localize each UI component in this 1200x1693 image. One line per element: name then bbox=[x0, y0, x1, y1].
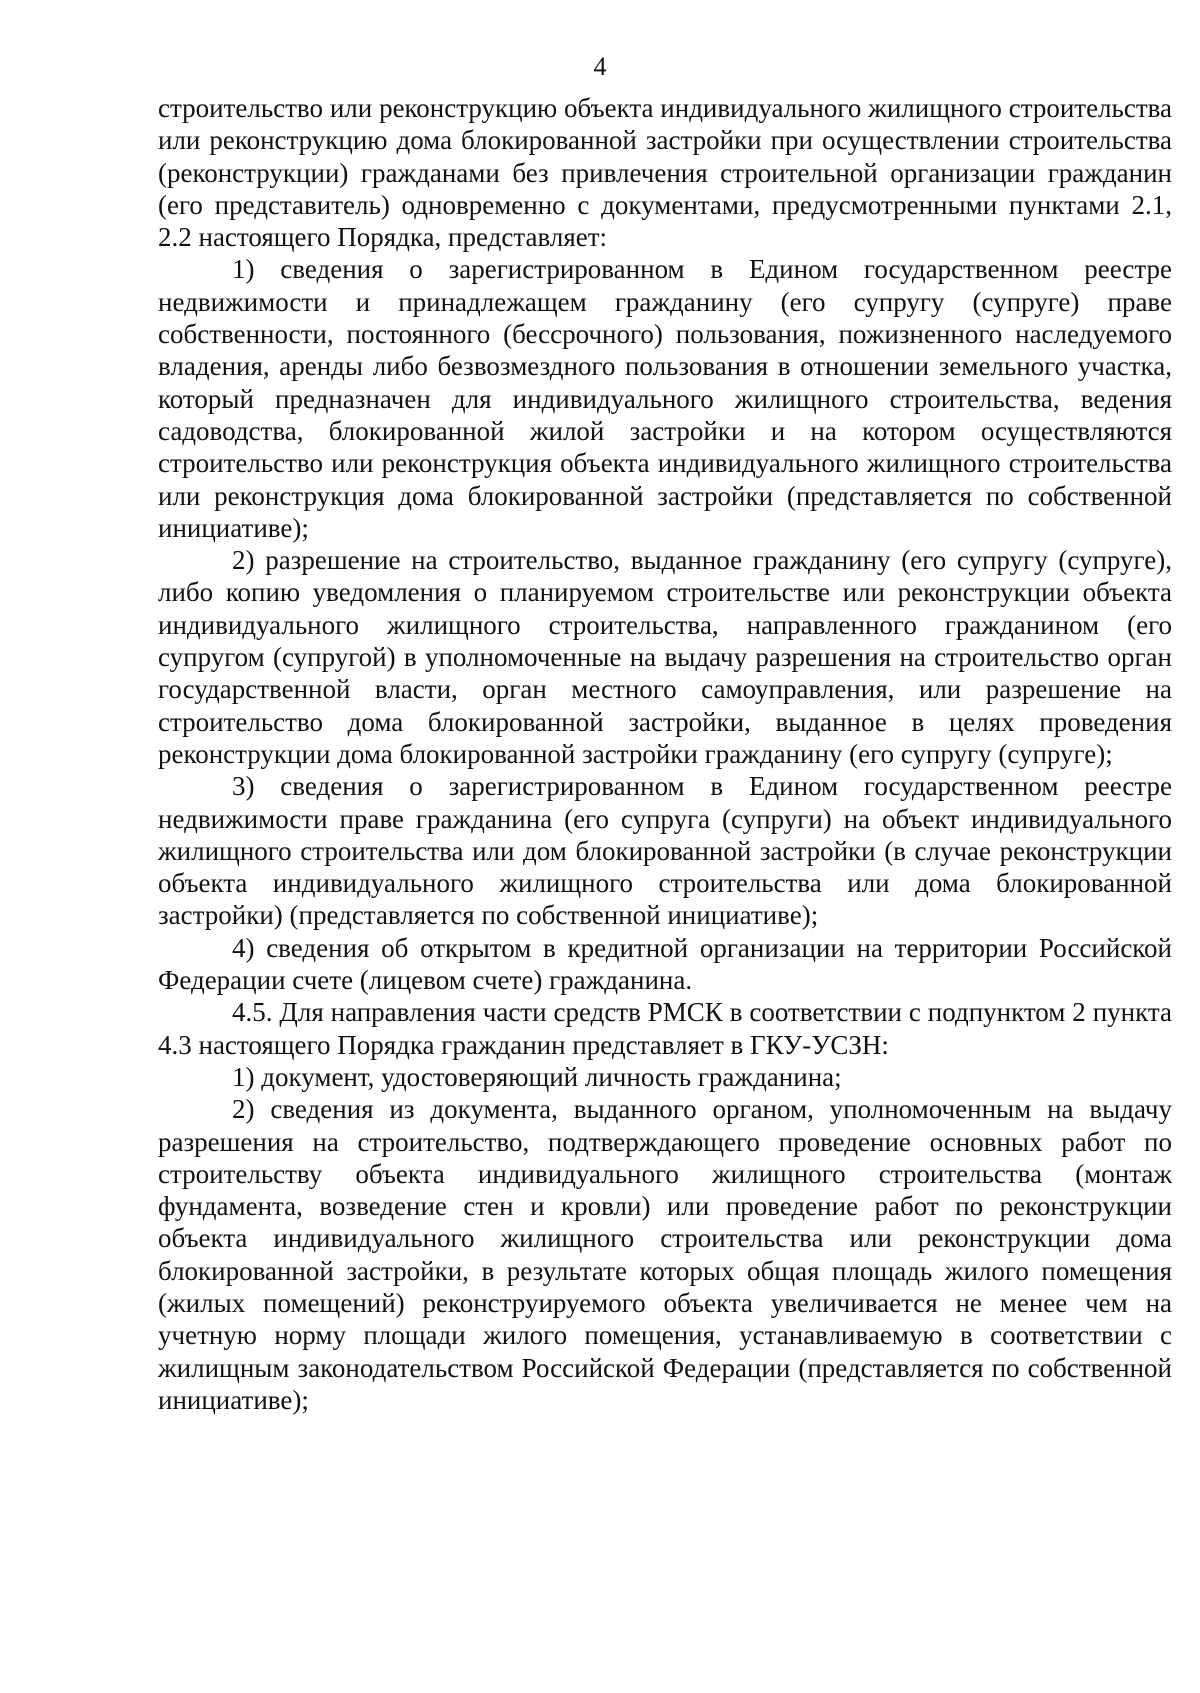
paragraph-section-4-5: 4.5. Для направления части средств РМСК в соответствии с подпунктом 2 пункта 4.3 настоящего Порядка гражданин представляет в ГКУ-УСЗН: bbox=[158, 997, 1172, 1060]
paragraph-item-2-works: 2) сведения из документа, выданного органом, уполномоченным на выдачу разрешения на строительство, подтверждающего проведение основных работ по строительству объекта индивидуального жилищного строительства (монтаж фундамента, возведение стен и кровли) или проведение работ по реконструкции объекта индивидуального жилищного строительства или реконструкции дома блокированной застройки, в результате которых общая площадь жилого помещения (жилых помещений) реконструируемого объекта увеличивается не менее чем на учетную норму площади жилого помещения, устанавливаемую в соответствии с жилищным законодательством Российской Федерации (представляется по собственной инициативе); bbox=[158, 1094, 1172, 1415]
paragraph-intro: строительство или реконструкцию объекта индивидуального жилищного строительства или реконструкцию дома блокированной застройки при осуществлении строительства (реконструкции) гражданами без привлечения строительной организации гражданин (его представитель) одновременно с документами, предусмотренными пунктами 2.1, 2.2 настоящего Порядка, представляет: bbox=[158, 93, 1172, 253]
paragraph-item-3-ownership: 3) сведения о зарегистрированном в Едином государственном реестре недвижимости праве гражданина (его супруга (супруги) на объект индивидуального жилищного строительства или дом блокированной застройки (в случае реконструкции объекта индивидуального жилищного строительства или дома блокированной застройки) (представляется по собственной инициативе); bbox=[158, 771, 1172, 931]
paragraph-item-4-account: 4) сведения об открытом в кредитной организации на территории Российской Федерации счете (лицевом счете) гражданина. bbox=[158, 932, 1172, 996]
paragraph-item-2-permit: 2) разрешение на строительство, выданное гражданину (его супругу (супруге), либо копию уведомления о планируемом строительстве или реконструкции объекта индивидуального жилищного строительства, направленного гражданином (его супругом (супругой) в уполномоченные на выдачу разрешения на строительство орган государственной власти, орган местного самоуправления, или разрешение на строительство дома блокированной застройки, выданное в целях проведения реконструкции дома блокированной застройки гражданину (его супругу (супруге); bbox=[158, 545, 1172, 769]
paragraph-item-1-land-plot: 1) сведения о зарегистрированном в Едином государственном реестре недвижимости и принадлежащем гражданину (его супругу (супруге) праве собственности, постоянного (бессрочного) пользования, пожизненного наследуемого владения, аренды либо безвозмездного пользования в отношении земельного участка, который предназначен для индивидуального жилищного строительства, ведения садоводства, блокированной жилой застройки и на котором осуществляются строительство или реконструкция объекта индивидуального жилищного строительства или реконструкция дома блокированной застройки (представляется по собственной инициативе); bbox=[158, 254, 1172, 543]
page-number: 4 bbox=[593, 52, 607, 81]
paragraph-item-1-identity: 1) документ, удостоверяющий личность гражданина; bbox=[232, 1061, 842, 1092]
document-body bbox=[158, 92, 1172, 1416]
